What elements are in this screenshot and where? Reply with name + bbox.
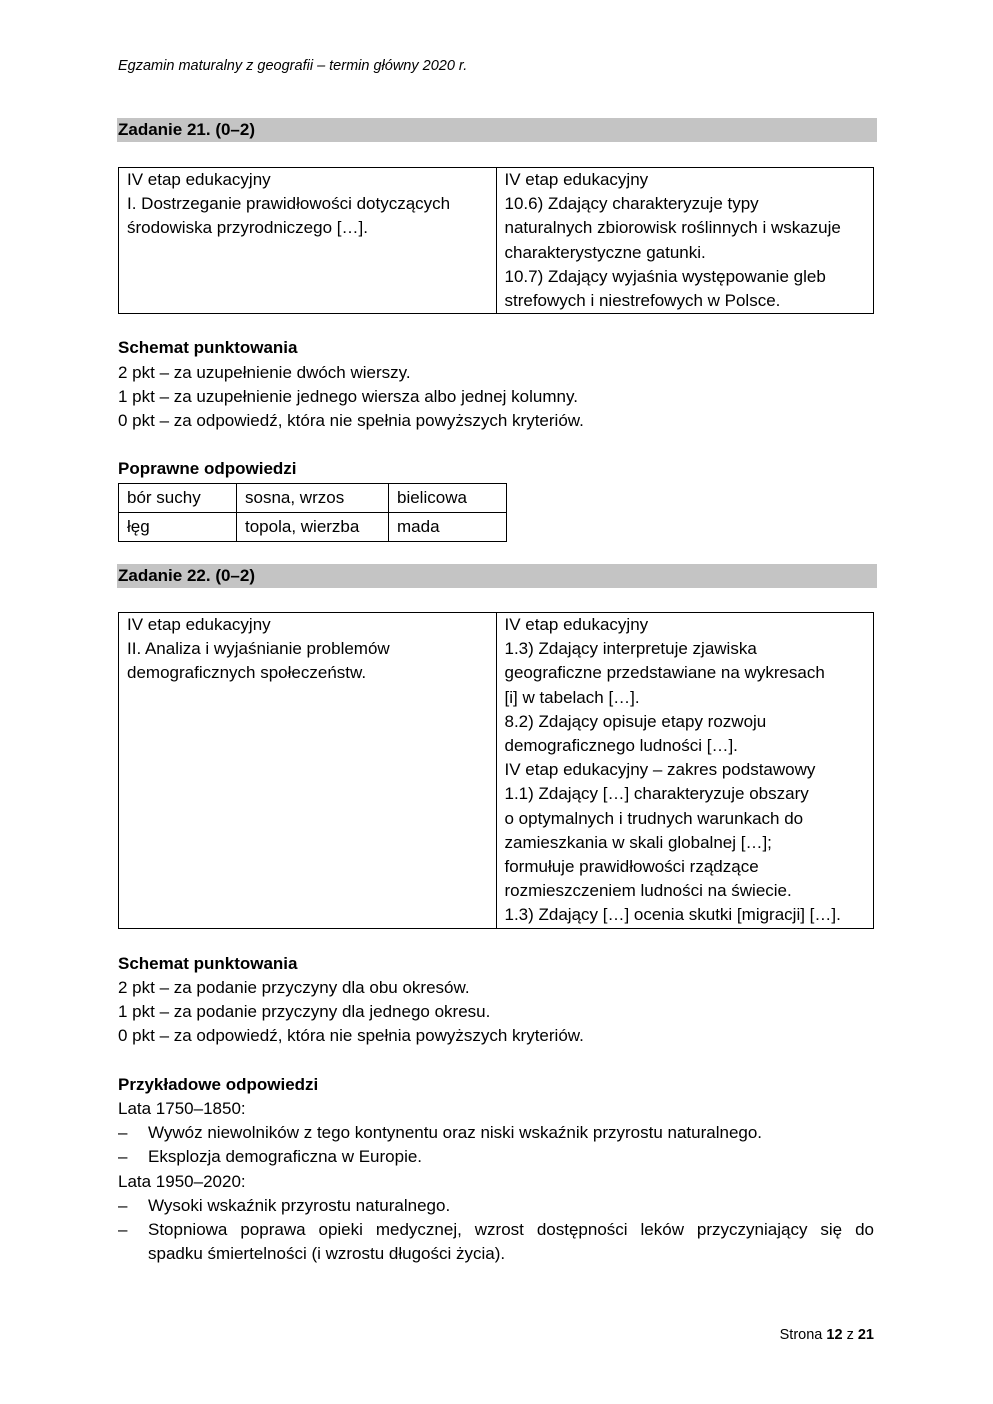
task-22-general-requirement [119,613,497,929]
list-item [118,1218,874,1266]
task-22-examples-title: Przykładowe odpowiedzi [118,1075,319,1094]
task-21-title-bar [117,118,877,142]
dash-bullet: – [118,1220,128,1240]
list-item [118,1145,874,1169]
task-21-scoring-title: Schemat punktowania [118,338,298,357]
list-item [118,1194,874,1218]
footer-separator: z [846,1327,854,1343]
page-header: Egzamin maturalny z geografii – termin główny 2020 r. [118,58,468,74]
req-line: 1.3) Zdający interpretuje zjawiska [504,639,757,659]
list-item-text-continued: spadku śmiertelności (i wzrostu długości życia). [148,1244,506,1264]
req-line: IV etap edukacyjny [504,615,649,634]
req-line: II. Analiza i wyjaśnianie problemów [127,639,390,659]
req-line: naturalnych zbiorowisk roślinnych i wskazuje [504,218,841,238]
task-21-detailed-requirement [496,168,874,314]
table-cell: sosna, wrzos [237,484,389,513]
table-row [119,484,507,513]
scoring-line: 0 pkt – za odpowiedź, która nie spełnia powyższych kryteriów. [118,1026,584,1046]
list-item-text: Wywóz niewolników z tego kontynentu oraz niski wskaźnik przyrostu naturalnego. [148,1123,763,1143]
req-line: środowiska przyrodniczego […]. [127,218,368,238]
task-22-title-bar [117,564,877,588]
req-line: geograficzne przedstawiane na wykresach [504,663,825,683]
req-line: IV etap edukacyjny – zakres podstawowy [504,760,816,780]
dash-bullet: – [118,1147,128,1167]
table-cell: mada [389,513,507,542]
req-line: 8.2) Zdający opisuje etapy rozwoju [504,711,767,731]
table-cell: bielicowa [389,484,507,513]
req-line: rozmieszczeniem ludności na świecie. [504,881,792,901]
task-21-general-requirement [119,168,497,314]
table-cell: topola, wierzba [237,513,389,542]
scoring-line: 2 pkt – za uzupełnienie dwóch wierszy. [118,363,411,382]
dash-bullet: – [118,1195,128,1215]
task-22-detailed-requirement [496,613,874,929]
req-line: IV etap edukacyjny [127,615,271,634]
task-22-examples [118,1097,874,1266]
req-line: formułuje prawidłowości rządzące [504,857,759,877]
list-item-text: Eksplozja demograficzna w Europie. [148,1147,423,1167]
req-line: zamieszkania w skali globalnej […]; [504,832,772,852]
task-21-requirements-table [118,167,874,314]
task-21-title: Zadanie 21. (0–2) [118,120,256,139]
req-line: demograficznych społeczeństw. [127,663,367,683]
list-item-text: Wysoki wskaźnik przyrostu naturalnego. [148,1195,451,1215]
scoring-line: 0 pkt – za odpowiedź, która nie spełnia powyższych kryteriów. [118,411,584,431]
task-21-scoring-list [118,361,584,434]
req-line: I. Dostrzeganie prawidłowości dotyczących [127,194,451,214]
req-line: IV etap edukacyjny [504,170,649,189]
scoring-line: 1 pkt – za uzupełnienie jednego wiersza albo jednej kolumny. [118,387,578,407]
task-22-requirements-table [118,612,874,929]
footer-page-number: 12 [826,1327,843,1343]
req-line: charakterystyczne gatunki. [504,242,706,262]
footer-page-total: 21 [857,1327,874,1343]
req-line: strefowych i niestrefowych w Polsce. [504,291,781,311]
req-line: o optymalnych i trudnych warunkach do [504,808,804,828]
table-cell: bór suchy [119,484,237,513]
req-line: 10.7) Zdający wyjaśnia występowanie gleb [504,266,826,286]
page-footer [780,1327,874,1343]
req-line: 10.6) Zdający charakteryzuje typy [504,194,759,214]
task-21-answers-title: Poprawne odpowiedzi [118,459,297,478]
list-item [118,1121,874,1145]
scoring-line: 2 pkt – za podanie przyczyny dla obu okresów. [118,978,470,997]
footer-prefix: Strona [779,1327,823,1343]
task-21-answers-table [118,483,507,542]
req-line: 1.1) Zdający […] charakteryzuje obszary [504,784,809,804]
req-line: [i] w tabelach […]. [504,687,640,707]
list-item-text: Stopniowa poprawa opieki medycznej, wzrost dostępności leków przyczyniający się do [148,1220,874,1240]
task-22-scoring-title: Schemat punktowania [118,954,298,973]
table-cell: łęg [119,513,237,542]
period-label: Lata 1750–1850: [118,1099,246,1118]
task-22-scoring-list [118,976,584,1049]
task-22-title: Zadanie 22. (0–2) [118,566,256,585]
req-line: demograficznego ludności […]. [504,736,738,756]
req-line: 1.3) Zdający […] ocenia skutki [migracji] […]. [504,905,841,925]
table-row [119,513,507,542]
scoring-line: 1 pkt – za podanie przyczyny dla jednego okresu. [118,1002,491,1022]
req-line: IV etap edukacyjny [127,170,271,189]
period-label: Lata 1950–2020: [118,1171,246,1191]
dash-bullet: – [118,1123,128,1143]
